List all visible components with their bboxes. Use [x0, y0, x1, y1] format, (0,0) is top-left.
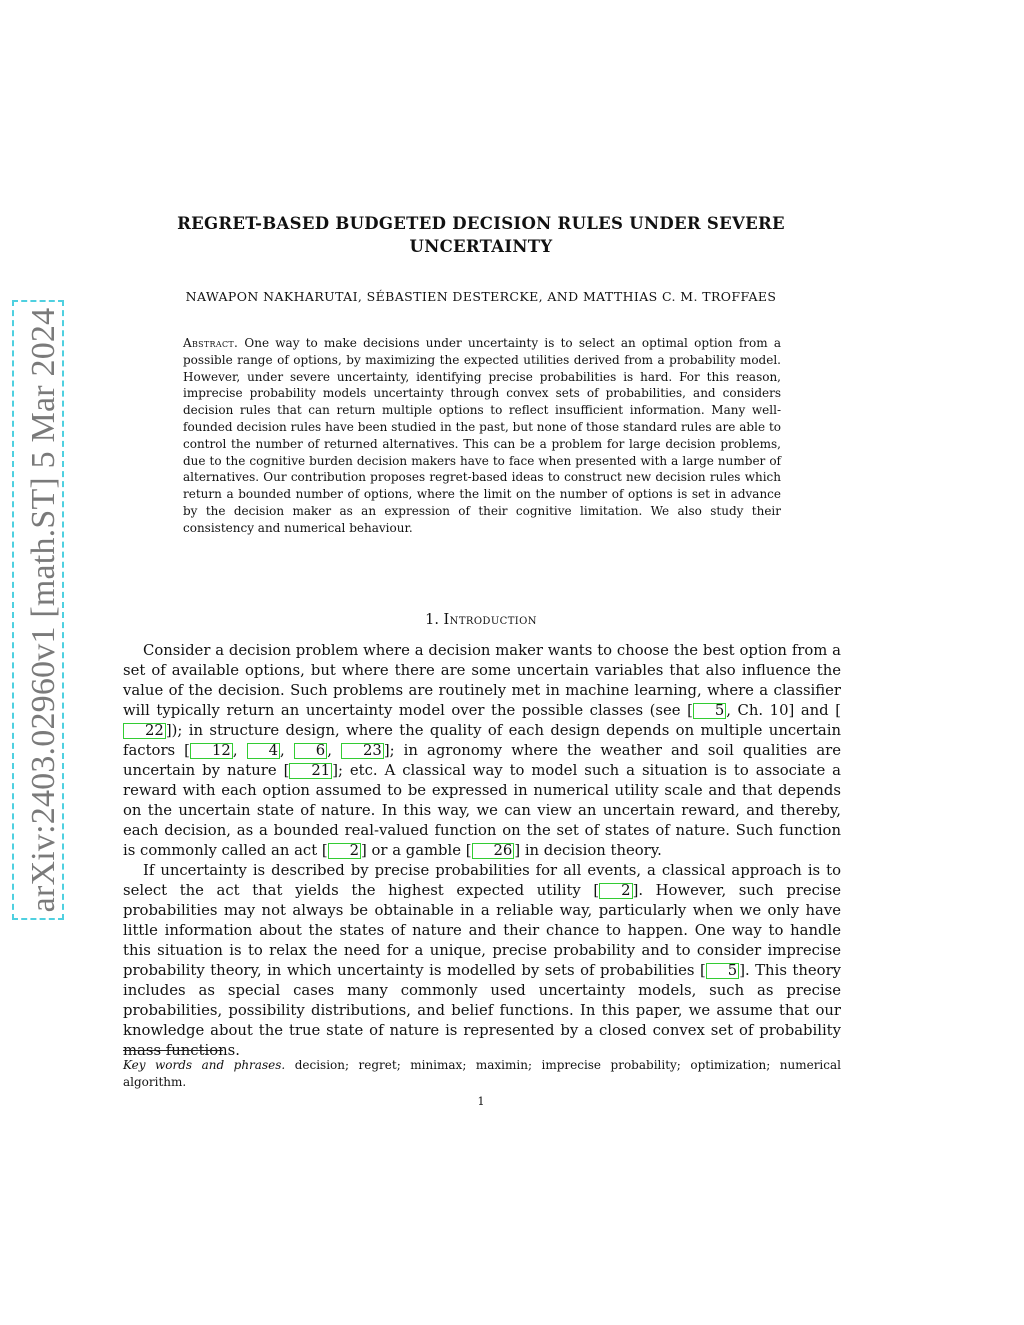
page-number: 1: [477, 1095, 485, 1108]
text-run: ] or a gamble [: [361, 842, 472, 859]
author-list: NAWAPON NAKHARUTAI, SÉBASTIEN DESTERCKE, AND MATTHIAS C. M. TROFFAES: [185, 289, 777, 304]
citation-link[interactable]: 12: [190, 743, 233, 759]
footnote-divider: [123, 1050, 223, 1051]
citation-link[interactable]: 22: [123, 723, 166, 739]
footnote-text: decision; regret; minimax; maximin; imprecise probability; optimization; numerical algorithm.: [123, 1058, 841, 1089]
text-run: ]); in structure design, where the quality of each design depends on multiple uncertain factors [: [123, 722, 841, 759]
section-number: 1.: [425, 612, 439, 628]
abstract-label: Abstract.: [183, 336, 239, 350]
title-line-2: UNCERTAINTY: [409, 237, 553, 256]
citation-link[interactable]: 4: [247, 743, 280, 759]
citation-link[interactable]: 26: [472, 843, 515, 859]
text-run: ] in decision theory.: [514, 842, 662, 859]
body-text: [123, 641, 841, 1061]
text-run: Consider a decision problem where a decision maker wants to choose the best option from a set of available options, but where there are some uncertain variables that also influence the value of the decision. Such problems are routinely met in machine learning, where a classifier will typically return an uncertainty model over the possible classes (see: [123, 642, 841, 719]
text-run: , Ch. 10] and [: [726, 702, 841, 719]
paragraph: Consider a decision problem where a decision maker wants to choose the best option from a set of available options, but where there are some uncertain variables that also influence the value of the decision. Such problems are routinely met in machine learning, where a classifier will typically return an uncertainty model over the possible classes (see [ 5 , Ch. 10] and [22 ]); in structure design, where the quality of each design depends on multiple uncertain factors [ 12 , 4 , 6 , 23 ]; in agronomy where the weather and soil qualities are uncertain by nature [ 21 ]; etc. A classical way to model such a situation is to associate a reward with each option assumed to be expressed in numerical utility scale and that depends on the uncertain state of nature. In this way, we can view an uncertain reward, and thereby, each decision, as a bounded real-valued function on the set of states of nature. Such function is commonly called an act [ 2 ] or a gamble [ 26 ] in decision theory.: [123, 642, 841, 859]
text-run: ]. However, such precise probabilities may not always be obtainable in a reliable way, particularly when we only have little information about the states of nature and their chance to happen. One way to handle this situation is to relax the need for a unique, precise probability and to consider imprecise probability theory, in which uncertainty is modelled by sets of probabilities [: [123, 882, 842, 979]
footnote: [123, 1057, 841, 1091]
section-title: Introduction: [443, 612, 537, 628]
text-run: ]; etc. A classical way to model such a situation is to associate a reward with each option assumed to be expressed in numerical utility scale and that depends on the uncertain state of nature. In this way, we can view an uncertain reward, and thereby, each decision, as a bounded real-valued function on the set of states of nature. Such function is commonly called an act [: [123, 762, 841, 859]
paragraph: [123, 861, 841, 1061]
text-run: If uncertainty is described by precise probabilities for all events, a classical approach is to select the act that yields the highest expected utility [: [123, 862, 841, 899]
paper-title: [120, 212, 842, 258]
title-line-1: REGRET-BASED BUDGETED DECISION RULES UNDER SEVERE: [177, 214, 785, 233]
citation-link[interactable]: 21: [289, 763, 332, 779]
text-run: ]. This theory includes as special cases many commonly used uncertainty models, such as precise probabilities, possibility distributions, and belief functions. In this paper, we assume that our knowledge about the true state of nature is represented by a closed convex set of probability mass functions.: [123, 962, 841, 1059]
abstract: [183, 335, 781, 537]
citation-link[interactable]: 2: [328, 843, 361, 859]
abstract-text: One way to make decisions under uncertainty is to select an optimal option from a possible range of options, by maximizing the expected utilities derived from a probability model. However, under severe uncertainty, identifying precise probabilities is hard. For this reason, imprecise probability models uncertainty through convex sets of probabilities, and considers decision rules that can return multiple options to reflect insufficient information. Many well-founded decision rules have been studied in the past, but none of those standard rules are able to control the number of returned alternatives. This can be a problem for large decision problems, due to the cognitive burden decision makers have to face when presented with a large number of alternatives. Our contribution proposes regret-based ideas to construct new decision rules which return a bounded number of options, where the limit on the number of options is set in advance by the decision maker as an expression of their cognitive limitation. We also study their consistency and numerical behaviour.: [183, 336, 781, 535]
footnote-label: Key words and phrases.: [123, 1058, 286, 1072]
citation-link[interactable]: 23: [341, 743, 384, 759]
text-run: ]; in agronomy where the weather and soil qualities are uncertain by nature [: [123, 742, 841, 779]
citation-link[interactable]: 5: [693, 703, 726, 719]
citation-link[interactable]: 5: [706, 963, 739, 979]
citation-link[interactable]: 2: [599, 883, 632, 899]
citation-link[interactable]: 6: [294, 743, 327, 759]
arxiv-identifier: arXiv:2403.02960v1 [math.ST] 5 Mar 2024: [25, 307, 62, 913]
section-heading: [120, 612, 842, 628]
